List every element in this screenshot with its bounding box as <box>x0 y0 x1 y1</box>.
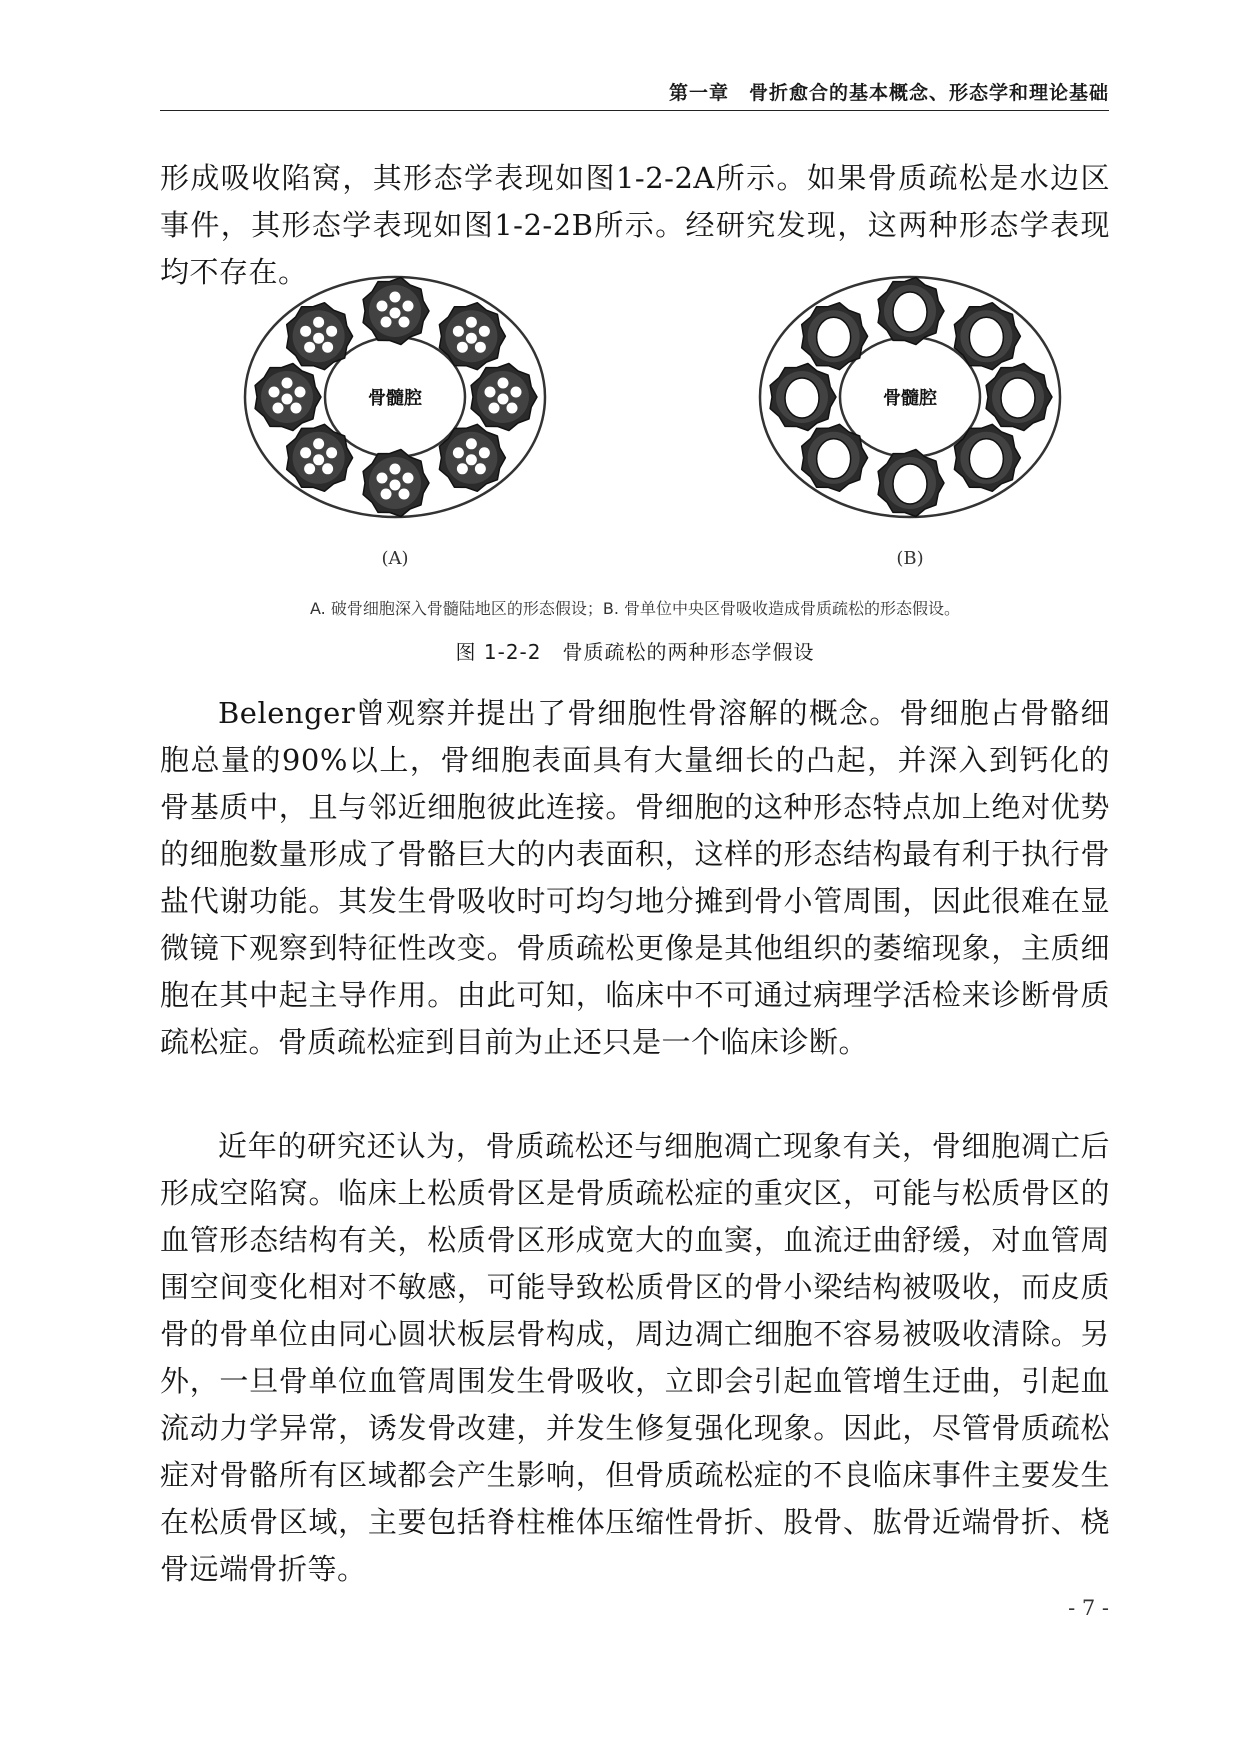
lacuna-hole <box>273 403 284 414</box>
lacuna-hole <box>282 394 293 405</box>
lacuna-hole <box>453 326 464 337</box>
lacuna-hole <box>381 317 392 328</box>
lacuna-hole <box>313 454 324 465</box>
lacuna-hole <box>489 403 500 414</box>
central-canal-hole <box>785 378 819 418</box>
lacuna-hole <box>403 473 414 484</box>
lacuna-hole <box>403 301 414 312</box>
figure-caption: 图 1-2-2 骨质疏松的两种形态学假设 <box>455 640 815 664</box>
lacuna-hole <box>498 378 509 389</box>
lacuna-hole <box>466 333 477 344</box>
lacuna-hole <box>511 387 522 398</box>
central-canal-hole <box>817 317 851 357</box>
paragraph-intro: 形成吸收陷窝，其形态学表现如图1-2-2A所示。如果骨质疏松是水边区事件，其形态学表现如图1-2-2B所示。经研究发现，这两种形态学表现均不存在。 <box>160 161 1110 289</box>
lacuna-hole <box>390 464 401 475</box>
lacuna-hole <box>475 342 486 353</box>
lacuna-hole <box>453 447 464 458</box>
lacuna-hole <box>269 387 280 398</box>
lacuna-hole <box>322 342 333 353</box>
running-header: 第一章 骨折愈合的基本概念、形态学和理论基础 <box>668 82 1109 104</box>
osteon <box>255 364 321 431</box>
osteon <box>471 364 537 431</box>
osteon <box>878 450 944 517</box>
paragraph-apoptosis: 近年的研究还认为，骨质疏松还与细胞凋亡现象有关，骨细胞凋亡后形成空陷窝。临床上松质骨区是骨质疏松症的重灾区，可能与松质骨区的血管形态结构有关，松质骨区形成宽大的血窦，血流迂曲舒缓，对血管周围空间变化相对不敏感，可能导致松质骨区的骨小梁结构被吸收，而皮质骨的骨单位由同心圆状板层骨构成，周边凋亡细胞不容易被吸收清除。另外，一旦骨单位血管周围发生骨吸收，立即会引起血管增生迂曲，引起血流动力学异常，诱发骨改建，并发生修复强化现象。因此，尽管骨质疏松症对骨骼所有区域都会产生影响，但骨质疏松症的不良临床事件主要发生在松质骨区域，主要包括脊柱椎体压缩性骨折、股骨、肱骨近端骨折、桡骨远端骨折等。 <box>160 1129 1110 1586</box>
osteon <box>986 364 1052 431</box>
lacuna-hole <box>457 342 468 353</box>
lacuna-hole <box>326 326 337 337</box>
lacuna-hole <box>498 394 509 405</box>
panel-a-label: (A) <box>381 548 409 569</box>
osteon <box>770 364 836 431</box>
osteon <box>363 278 429 345</box>
lacuna-hole <box>313 333 324 344</box>
header-rule <box>160 110 1109 111</box>
lacuna-hole <box>377 473 388 484</box>
marrow-cavity-label: 骨髓腔 <box>883 388 937 409</box>
lacuna-hole <box>304 342 315 353</box>
panel-b-label: (B) <box>896 548 924 569</box>
lacuna-hole <box>507 403 518 414</box>
figure-panel-b <box>750 272 1070 582</box>
osteon-diagram-b <box>750 272 1070 542</box>
central-canal-hole <box>1001 378 1035 418</box>
lacuna-hole <box>479 326 490 337</box>
lacuna-hole <box>466 438 477 449</box>
lacuna-hole <box>390 292 401 303</box>
lacuna-hole <box>313 317 324 328</box>
lacuna-hole <box>390 308 401 319</box>
lacuna-hole <box>466 454 477 465</box>
lacuna-hole <box>466 317 477 328</box>
osteon-diagram-a <box>235 272 555 542</box>
lacuna-hole <box>313 438 324 449</box>
lacuna-hole <box>457 463 468 474</box>
lacuna-hole <box>295 387 306 398</box>
paragraph-osteocytic-osteolysis: Belenger曾观察并提出了骨细胞性骨溶解的概念。骨细胞占骨骼细胞总量的90%以上，骨细胞表面具有大量细长的凸起，并深入到钙化的骨基质中，且与邻近细胞彼此连接。骨细胞的这种形态特点加上绝对优势的细胞数量形成了骨骼巨大的内表面积，这样的形态结构最有利于执行骨盐代谢功能。其发生骨吸收时可均匀地分摊到骨小管周围，因此很难在显微镜下观察到特征性改变。骨质疏松更像是其他组织的萎缩现象，主质细胞在其中起主导作用。由此可知，临床中不可通过病理学活检来诊断骨质疏松症。骨质疏松症到目前为止还只是一个临床诊断。 <box>160 696 1110 1059</box>
lacuna-hole <box>282 378 293 389</box>
lacuna-hole <box>390 480 401 491</box>
lacuna-hole <box>377 301 388 312</box>
page-number: - 7 - <box>1068 1596 1109 1620</box>
figure-1-2-2 <box>160 272 1110 582</box>
central-canal-hole <box>969 317 1003 357</box>
central-canal-hole <box>817 439 851 479</box>
figure-note: A. 破骨细胞深入骨髓陆地区的形态假设；B. 骨单位中央区骨吸收造成骨质疏松的形态假设。 <box>310 599 960 618</box>
lacuna-hole <box>399 489 410 500</box>
lacuna-hole <box>300 447 311 458</box>
osteon <box>363 450 429 517</box>
lacuna-hole <box>479 447 490 458</box>
lacuna-hole <box>381 489 392 500</box>
lacuna-hole <box>322 463 333 474</box>
central-canal-hole <box>893 464 927 504</box>
osteon <box>878 278 944 345</box>
marrow-cavity-label: 骨髓腔 <box>368 388 422 409</box>
lacuna-hole <box>304 463 315 474</box>
lacuna-hole <box>475 463 486 474</box>
lacuna-hole <box>326 447 337 458</box>
lacuna-hole <box>291 403 302 414</box>
lacuna-hole <box>399 317 410 328</box>
lacuna-hole <box>300 326 311 337</box>
lacuna-hole <box>485 387 496 398</box>
figure-panel-a <box>235 272 555 582</box>
central-canal-hole <box>969 439 1003 479</box>
central-canal-hole <box>893 292 927 332</box>
